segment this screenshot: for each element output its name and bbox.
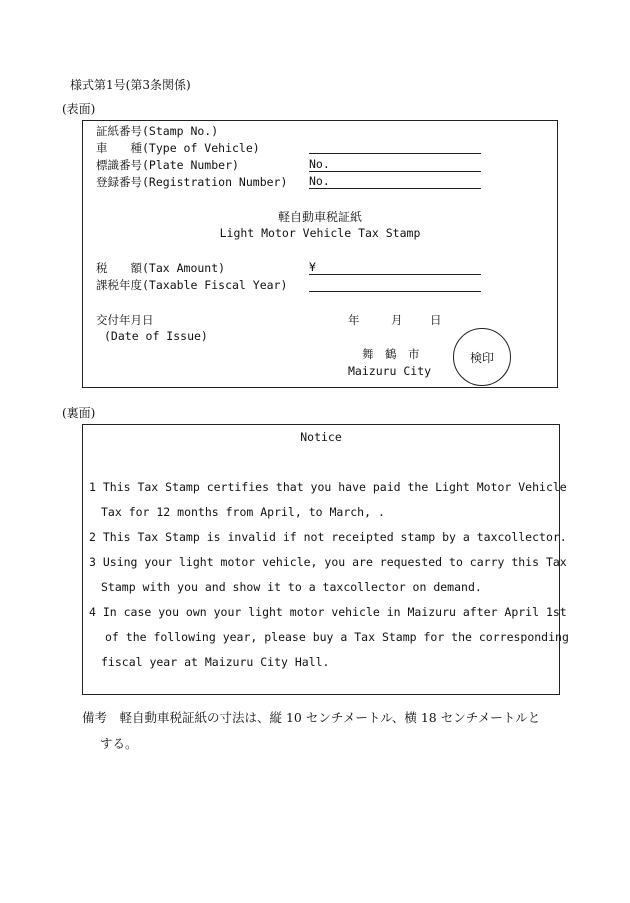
plate-number-line <box>309 171 481 172</box>
back-side-label: (裏面) <box>62 406 96 420</box>
city-name-en: Maizuru City <box>348 364 432 378</box>
year-label: 年 <box>348 313 360 327</box>
notice-line-8: fiscal year at Maizuru City Hall. <box>101 655 330 669</box>
footnote-line-1: 備考 軽自動車税証紙の寸法は、縦 10 センチメートル、横 18 センチメートルと <box>82 710 541 725</box>
vehicle-type-label: 車 種(Type of Vehicle) <box>96 141 260 155</box>
yen-symbol: ¥ <box>309 260 316 274</box>
day-label: 日 <box>430 313 442 327</box>
form-number: 様式第1号(第3条関係) <box>70 78 191 92</box>
vehicle-type-line <box>309 153 481 154</box>
month-label: 月 <box>391 313 403 327</box>
issue-date-label-jp: 交付年月日 <box>96 313 154 327</box>
back-notice-box <box>82 424 569 695</box>
inspection-seal-text: 検印 <box>469 350 494 365</box>
fiscal-year-label: 課税年度(Taxable Fiscal Year) <box>96 278 288 292</box>
plate-number-prefix: No. <box>309 157 330 171</box>
notice-line-1: 1 This Tax Stamp certifies that you have paid the Light Motor Vehicle <box>89 480 567 494</box>
inspection-seal-circle <box>453 328 511 386</box>
notice-line-4: 3 Using your light motor vehicle, you are requested to carry this Tax <box>89 555 567 569</box>
plate-number-label: 標識番号(Plate Number) <box>96 158 239 172</box>
notice-title: Notice <box>300 430 342 444</box>
fiscal-year-line <box>309 291 481 292</box>
notice-line-7: of the following year, please buy a Tax Stamp for the corresponding <box>105 630 569 644</box>
footnote-line-2: する。 <box>100 736 138 751</box>
tax-amount-line <box>309 274 481 275</box>
front-stamp-box <box>82 120 558 388</box>
registration-number-prefix: No. <box>309 174 330 188</box>
registration-number-line <box>309 188 481 189</box>
notice-line-3: 2 This Tax Stamp is invalid if not receipted stamp by a taxcollector. <box>89 530 567 544</box>
tax-amount-label: 税 額(Tax Amount) <box>96 261 226 275</box>
notice-line-2: Tax for 12 months from April, to March, . <box>101 505 385 519</box>
registration-number-label: 登録番号(Registration Number) <box>96 175 288 189</box>
stamp-title-jp: 軽自動車税証紙 <box>277 210 362 224</box>
front-side-label: (表面) <box>62 102 96 116</box>
notice-line-5: Stamp with you and show it to a taxcollector on demand. <box>101 580 482 594</box>
stamp-number-label: 証紙番号(Stamp No.) <box>96 124 219 138</box>
city-name-jp: 舞 鶴 市 <box>362 347 420 361</box>
stamp-title-en: Light Motor Vehicle Tax Stamp <box>219 226 421 240</box>
issue-date-label-en: (Date of Issue) <box>104 329 208 343</box>
notice-line-6: 4 In case you own your light motor vehicle in Maizuru after April 1st <box>89 605 567 619</box>
